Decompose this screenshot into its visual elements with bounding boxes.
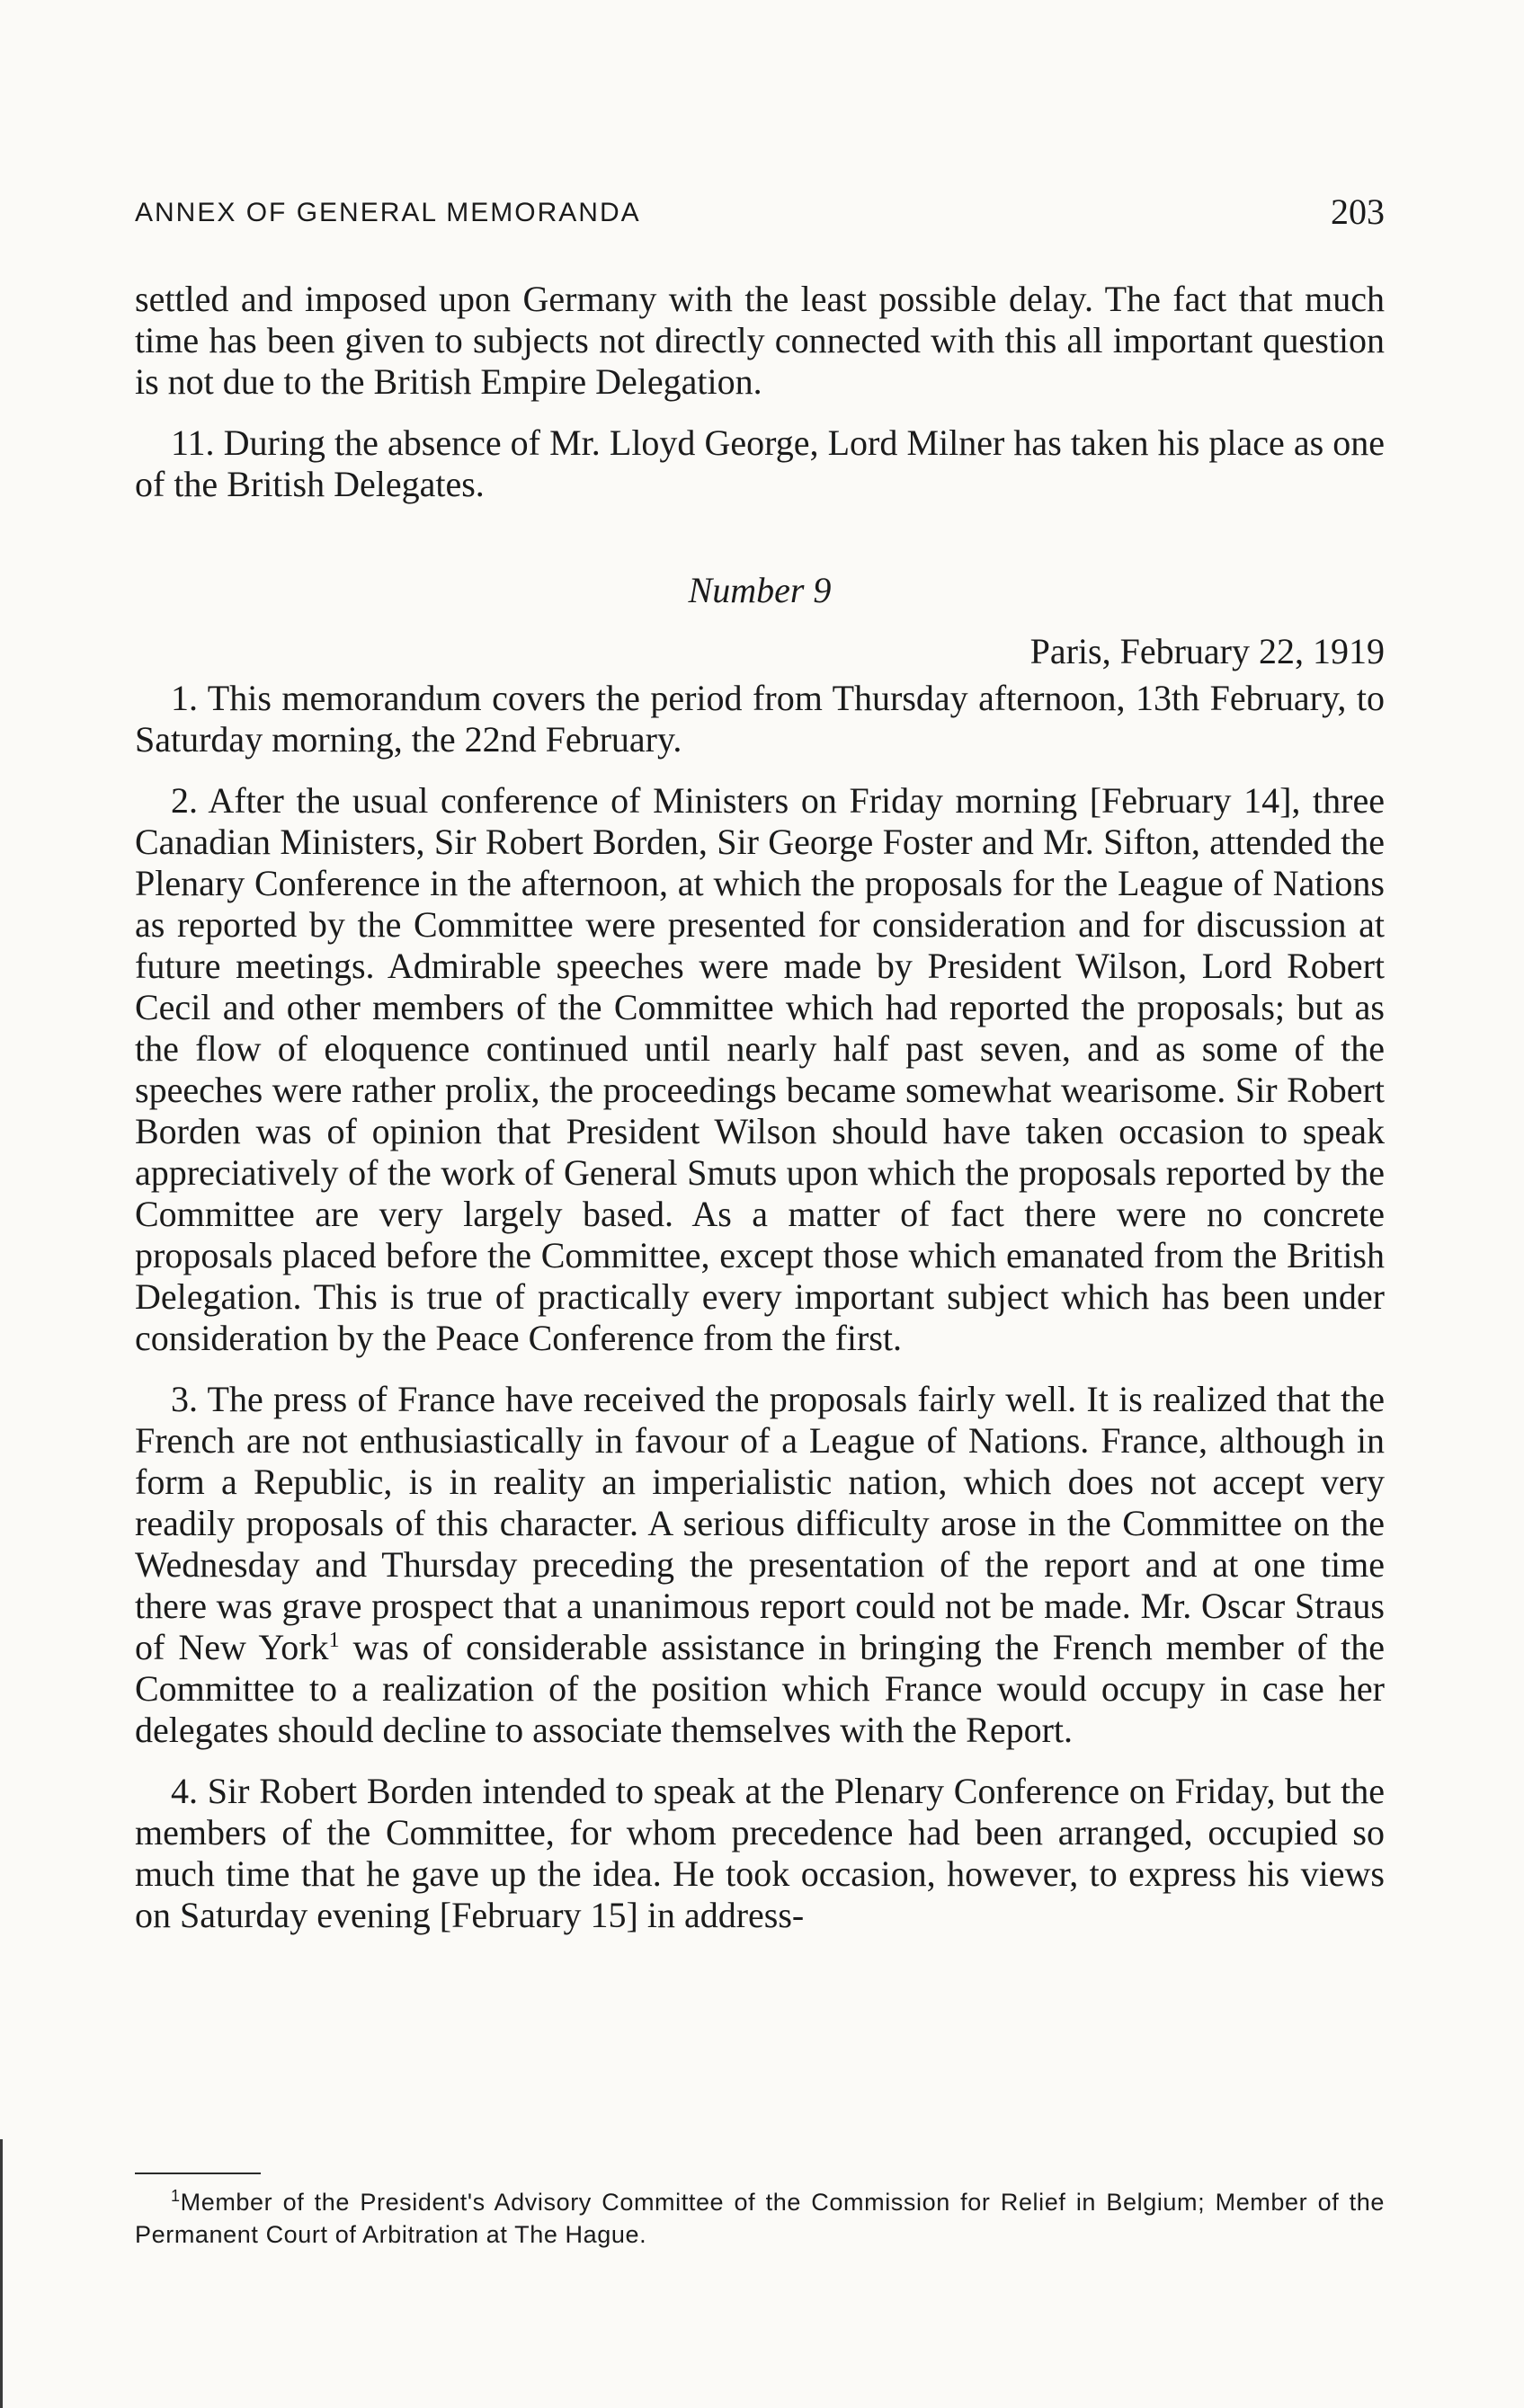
body-text — [135, 279, 1385, 1936]
memo-paragraph-1: 1. This memorandum covers the period from Thursday afternoon, 13th February, to Saturday morning, the 22nd February. — [135, 678, 1385, 760]
section-title: Number 9 — [688, 570, 832, 610]
dateline: Paris, February 22, 1919 — [1029, 631, 1385, 671]
page-number: 203 — [1331, 191, 1385, 232]
footnote — [135, 2186, 1385, 2251]
memo-paragraph-2: 2. After the usual conference of Ministers on Friday morning [February 14], three Canadian Ministers, Sir Robert Borden, Sir George Foster and Mr. Sifton, attended the Plenary Conference in the afternoon, at which the proposals for the League of Nations as reported by the Committee were presented for consideration and for discussion at future meetings. Admirable speeches were made by President Wilson, Lord Robert Cecil and other members of the Committee which had reported the proposals; but as the flow of eloquence continued until nearly half past seven, and as some of the speeches were rather prolix, the proceedings became somewhat wearisome. Sir Robert Borden was of opinion that President Wilson should have taken occasion to speak appreciatively of the work of General Smuts upon which the proposals reported by the Committee are very largely based. As a matter of fact there were no concrete proposals placed before the Committee, except those which emanated from the British Delegation. This is true of practically every important subject which has been under consideration by the Peace Conference from the first. — [135, 780, 1385, 1358]
footnote-marker: 1 — [171, 2187, 181, 2205]
running-title: ANNEX OF GENERAL MEMORANDA — [135, 198, 641, 227]
paragraph-continued: settled and imposed upon Germany with the least possible delay. The fact that much time has been given to subjects not directly connected with this all important question is not due to the British Empire Delegation. — [135, 279, 1385, 402]
footnote-text — [135, 2186, 1385, 2251]
memo-paragraph-4: 4. Sir Robert Borden intended to speak at the Plenary Conference on Friday, but the members of the Committee, for whom precedence had been arranged, occupied so much time that he gave up the idea. He took occasion, however, to express his views on Saturday evening [February 15] in address- — [135, 1771, 1385, 1935]
memo-paragraph-3-part-1: 3. The press of France have received the proposals fairly well. It is realized that the French are not enthusiastically in favour of a League of Nations. France, although in form a Republic, is in reality an imperialistic nation, which does not accept very readily proposals of this character. A serious difficulty arose in the Committee on the Wednesday and Thursday preceding the presentation of the report and at one time there was grave prospect that a unanimous report could not be made. Mr. Oscar Straus of New York — [135, 1379, 1385, 1667]
footnote-body: Member of the President's Advisory Committee of the Commission for Relief in Belgium; Member of the Permanent Court of Arbitration at The Hague. — [135, 2189, 1385, 2248]
memo-paragraph-3 — [135, 1379, 1385, 1751]
footnote-rule — [135, 2173, 261, 2174]
binding-edge-mark — [0, 2139, 3, 2408]
paragraph-11: 11. During the absence of Mr. Lloyd George, Lord Milner has taken his place as one of the British Delegates. — [135, 422, 1385, 504]
memo-paragraph-3-part-2: was of considerable assistance in bringing the French member of the Committee to a realization of the position which France would occupy in case her delegates should decline to associate themselves with the Report. — [135, 1627, 1385, 1750]
running-head — [135, 191, 1385, 235]
footnote-reference: 1 — [328, 1629, 340, 1652]
